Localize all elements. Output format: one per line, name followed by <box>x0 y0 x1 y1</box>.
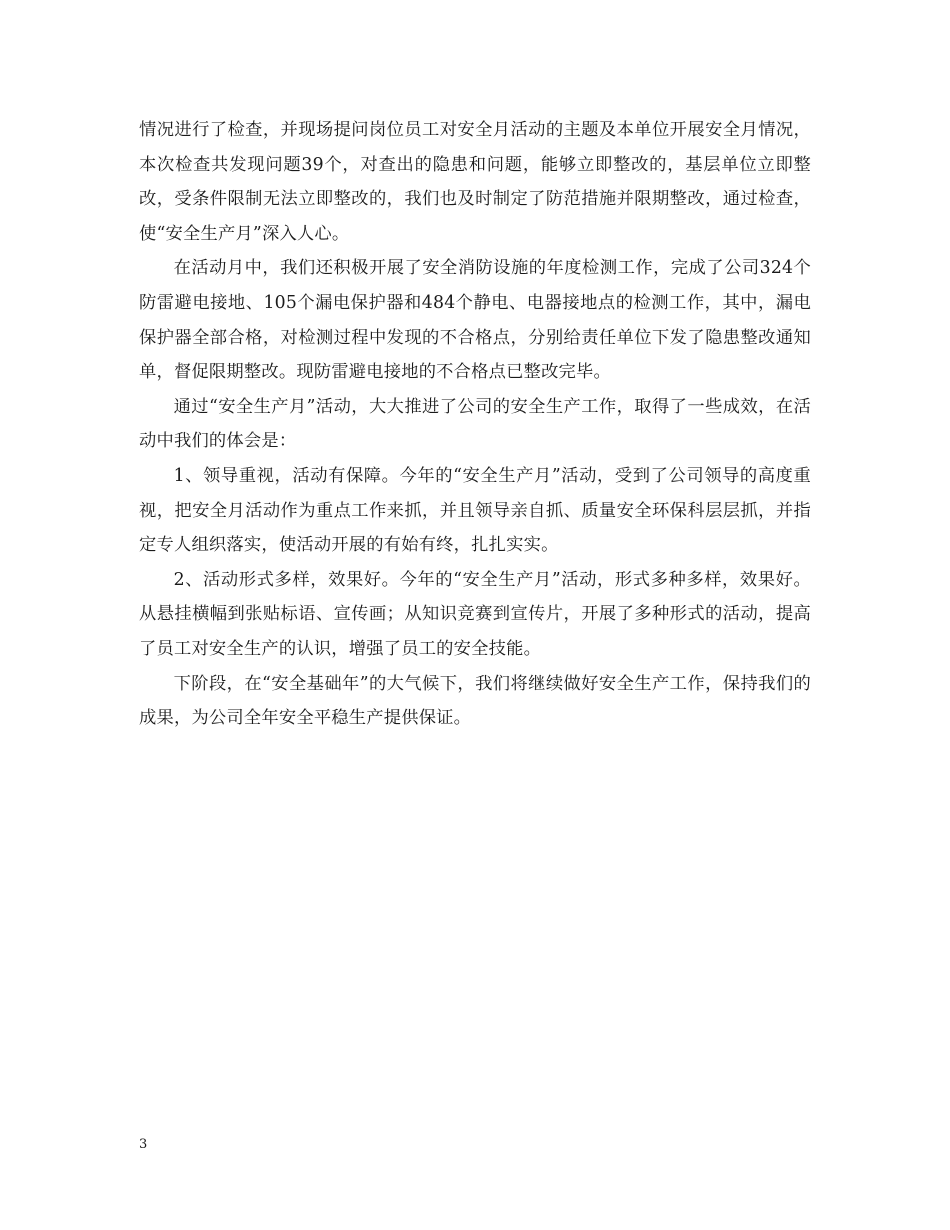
paragraph-fire-facility-testing: 在活动月中，我们还积极开展了安全消防设施的年度检测工作，完成了公司324个防雷避电接地、105个漏电保护器和484个静电、电器接地点的检测工作，其中，漏电保护器全部合格，对检测过程中发现的不合格点，分别给责任单位下发了隐患整改通知单，督促限期整改。现防雷避电接地的不合格点已整改完毕。 <box>139 258 811 383</box>
paragraph-experience-intro: 通过“安全生产月”活动，大大推进了公司的安全生产工作，取得了一些成效，在活动中我们的体会是： <box>139 396 811 452</box>
page-number: 3 <box>139 1137 148 1152</box>
paragraph-next-stage: 下阶段，在“安全基础年”的大气候下，我们将继续做好安全生产工作，保持我们的成果，为公司全年安全平稳生产提供保证。 <box>139 673 811 729</box>
paragraph-continued-inspection: 情况进行了检查，并现场提问岗位员工对安全月活动的主题及本单位开展安全月情况，本次检查共发现问题39个，对查出的隐患和问题，能够立即整改的，基层单位立即整改，受条件限制无法立即整改的，我们也及时制定了防范措施并限期整改，通过检查，使“安全生产月”深入人心。 <box>139 120 811 244</box>
document-body <box>139 113 811 736</box>
paragraph-leadership: 1、领导重视，活动有保障。今年的“安全生产月”活动，受到了公司领导的高度重视，把安全月活动作为重点工作来抓，并且领导亲自抓、质量安全环保科层层抓，并指定专人组织落实，使活动开展的有始有终，扎扎实实。 <box>139 465 811 556</box>
paragraph-activity-forms: 2、活动形式多样，效果好。今年的“安全生产月”活动，形式多种多样，效果好。从悬挂横幅到张贴标语、宣传画；从知识竞赛到宣传片，开展了多种形式的活动，提高了员工对安全生产的认识，增强了员工的安全技能。 <box>139 569 811 659</box>
